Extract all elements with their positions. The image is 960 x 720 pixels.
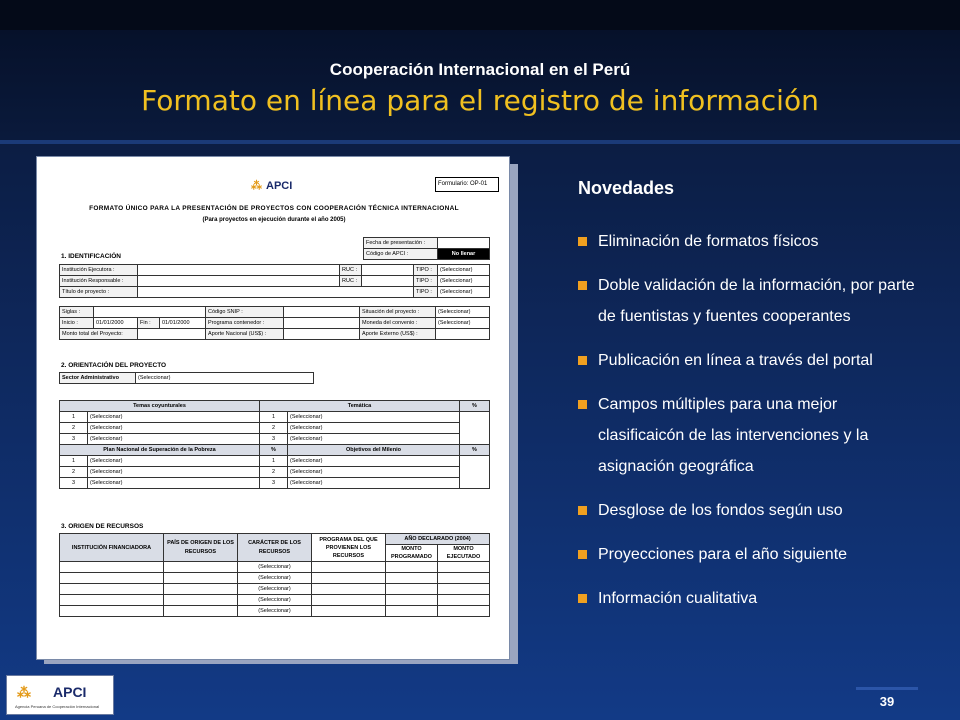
row-number: 1 [60,456,88,467]
pais-field[interactable] [164,573,238,584]
section-origen: 3. ORIGEN DE RECURSOS [61,523,144,530]
caracter-select[interactable]: (Seleccionar) [238,595,312,606]
inst-ejecutora-field[interactable] [138,265,340,276]
caracter-select[interactable]: (Seleccionar) [238,606,312,617]
siglas-field[interactable] [94,307,206,318]
monto-prog-field[interactable] [386,606,438,617]
plan-header: Plan Nacional de Superación de la Pobreza [60,445,260,456]
snip-field[interactable] [284,307,360,318]
tipo-label: TIPO : [414,265,438,276]
bullet-icon [578,506,587,515]
monto-prog-field[interactable] [386,595,438,606]
inst-fin-header: INSTITUCIÓN FINANCIADORA [60,534,164,562]
bullet-icon [578,594,587,603]
monto-label: Monto total del Proyecto: [60,329,138,340]
inicio-field[interactable]: 01/01/2000 [94,318,138,329]
aporte-nacional-field[interactable] [284,329,360,340]
aporte-nacional-label: Aporte Nacional (US$) : [206,329,284,340]
logo-text: APCI [53,684,87,700]
tema-select[interactable]: (Seleccionar) [88,412,260,423]
form-heading: FORMATO ÚNICO PARA LA PRESENTACIÓN DE PROYECTOS CON COOPERACIÓN TÉCNICA INTERNACIONAL [89,205,459,212]
inst-ejecutora-label: Institución Ejecutora : [60,265,138,276]
pais-field[interactable] [164,584,238,595]
programa-header: PROGRAMA DEL QUE PROVIENEN LOS RECURSOS [312,534,386,562]
list-item: Proyecciones para el año siguiente [578,539,918,570]
aporte-externo-label: Aporte Externo (US$) : [360,329,436,340]
titulo-field[interactable] [138,287,414,298]
list-item: Doble validación de la información, por parte de fuentistas y fuentes cooperantes [578,270,918,332]
titulo-label: Título de proyecto : [60,287,138,298]
slide-title: Formato en línea para el registro de información [141,84,819,117]
monto-ejec-field[interactable] [438,584,490,595]
row-number: 3 [60,434,88,445]
inst-fin-field[interactable] [60,595,164,606]
ruc-label: RUC : [340,265,362,276]
ruc-field[interactable] [362,265,414,276]
apci-logo-icon: ⁂ [251,180,262,192]
apci-logo [6,675,114,715]
pct-header: % [260,445,288,456]
inst-fin-field[interactable] [60,606,164,617]
inst-responsable-label: Institución Responsable : [60,276,138,287]
caracter-select[interactable]: (Seleccionar) [238,562,312,573]
monto-prog-field[interactable] [386,562,438,573]
moneda-select[interactable]: (Seleccionar) [436,318,490,329]
programa-field[interactable] [312,606,386,617]
monto-ejecutado-header: MONTO EJECUTADO [438,545,490,562]
situacion-label: Situación del proyecto : [360,307,436,318]
list-item: Información cualitativa [578,583,918,614]
row-number: 3 [260,478,288,489]
slide-subtitle: Cooperación Internacional en el Perú [329,60,631,79]
inicio-label: Inicio : [60,318,94,329]
codigo-table [363,237,490,260]
codigo-field: No llenar [438,249,490,260]
prog-contenedor-field[interactable] [284,318,360,329]
monto-prog-field[interactable] [386,584,438,595]
temas-table [59,400,490,489]
pct-field[interactable] [460,412,490,445]
codigo-label: Código de APCI : [364,249,438,260]
snip-label: Código SNIP : [206,307,284,318]
siglas-label: Siglas : [60,307,94,318]
fin-label: Fin : [138,318,160,329]
form-subheading: (Para proyectos en ejecución durante el año 2005) [202,217,346,223]
fecha-label: Fecha de presentación : [364,238,438,249]
tematica-header: Temática [260,401,460,412]
list-item: Publicación en línea a través del portal [578,345,918,376]
tematica-select[interactable]: (Seleccionar) [288,434,460,445]
ruc-field[interactable] [362,276,414,287]
bullet-icon [578,237,587,246]
sector-table [59,372,314,384]
tematica-select[interactable]: (Seleccionar) [288,423,460,434]
caracter-select[interactable]: (Seleccionar) [238,584,312,595]
monto-ejec-field[interactable] [438,573,490,584]
pct-field[interactable] [460,456,490,489]
row-number: 3 [60,478,88,489]
tematica-select[interactable]: (Seleccionar) [288,412,460,423]
monto-programado-header: MONTO PROGRAMADO [386,545,438,562]
logo-tagline: Agencia Peruana de Cooperación Internacional [15,704,100,709]
objetivo-select[interactable]: (Seleccionar) [288,478,460,489]
ruc-label: RUC : [340,276,362,287]
monto-field[interactable] [138,329,206,340]
fecha-field[interactable] [438,238,490,249]
tema-select[interactable]: (Seleccionar) [88,434,260,445]
row-number: 2 [60,467,88,478]
objetivo-select[interactable]: (Seleccionar) [288,456,460,467]
temas-header: Temas coyunturales [60,401,260,412]
row-number: 1 [260,412,288,423]
caracter-header: CARÁCTER DE LOS RECURSOS [238,534,312,562]
monto-ejec-field[interactable] [438,606,490,617]
row-number: 1 [260,456,288,467]
inst-fin-field[interactable] [60,584,164,595]
list-item: Eliminación de formatos físicos [578,226,918,257]
plan-select[interactable]: (Seleccionar) [88,467,260,478]
pct-header: % [460,445,490,456]
form-screenshot [36,156,510,660]
bullet-icon [578,550,587,559]
bullet-icon [578,400,587,409]
row-number: 2 [260,423,288,434]
tipo-label: TIPO : [414,287,438,298]
bullet-icon [578,281,587,290]
pais-field[interactable] [164,606,238,617]
programa-field[interactable] [312,573,386,584]
pct-header: % [460,401,490,412]
sector-label: Sector Administrativo [60,373,136,384]
situacion-select[interactable]: (Seleccionar) [436,307,490,318]
monto-ejec-field[interactable] [438,562,490,573]
anio-header: AÑO DECLARADO (2004) [386,534,490,545]
recursos-table [59,533,490,617]
row-number: 3 [260,434,288,445]
tipo-select[interactable]: (Seleccionar) [438,287,490,298]
plan-select[interactable]: (Seleccionar) [88,456,260,467]
row-number: 2 [60,423,88,434]
monto-ejec-field[interactable] [438,595,490,606]
inst-fin-field[interactable] [60,562,164,573]
aporte-externo-field[interactable] [436,329,490,340]
programa-field[interactable] [312,584,386,595]
prog-contenedor-label: Programa contenedor : [206,318,284,329]
novedades-list [578,226,918,627]
row-number: 1 [60,412,88,423]
moneda-label: Moneda del convenio : [360,318,436,329]
tipo-label: TIPO : [414,276,438,287]
tema-select[interactable]: (Seleccionar) [88,423,260,434]
monto-prog-field[interactable] [386,573,438,584]
pais-field[interactable] [164,595,238,606]
section-orientacion: 2. ORIENTACIÓN DEL PROYECTO [61,362,167,369]
objetivo-select[interactable]: (Seleccionar) [288,467,460,478]
datos-table [59,306,490,340]
programa-field[interactable] [312,562,386,573]
plan-select[interactable]: (Seleccionar) [88,478,260,489]
inst-fin-field[interactable] [60,573,164,584]
header-divider [0,140,960,144]
apci-logo-icon: ⁂ [17,684,31,700]
row-number: 2 [260,467,288,478]
programa-field[interactable] [312,595,386,606]
list-item: Desglose de los fondos según uso [578,495,918,526]
page-number: 39 [879,694,895,709]
form-logo: ⁂ APCI [251,180,293,192]
novedades-title: Novedades [578,178,675,198]
fin-field[interactable]: 01/01/2000 [160,318,206,329]
tipo-select[interactable]: (Seleccionar) [438,276,490,287]
identificacion-table [59,264,490,298]
pais-header: PAÍS DE ORIGEN DE LOS RECURSOS [164,534,238,562]
top-bar [0,0,960,30]
page-number-bar [856,687,918,690]
pais-field[interactable] [164,562,238,573]
list-item: Campos múltiples para una mejor clasificaicón de las intervenciones y la asignación geográfica [578,389,918,482]
inst-responsable-field[interactable] [138,276,340,287]
objetivos-header: Objetivos del Milenio [288,445,460,456]
bullet-icon [578,356,587,365]
section-identificacion: 1. IDENTIFICACIÓN [61,253,121,260]
sector-select[interactable]: (Seleccionar) [136,373,314,384]
form-number: Formulario: OP-01 [435,177,499,192]
caracter-select[interactable]: (Seleccionar) [238,573,312,584]
tipo-select[interactable]: (Seleccionar) [438,265,490,276]
